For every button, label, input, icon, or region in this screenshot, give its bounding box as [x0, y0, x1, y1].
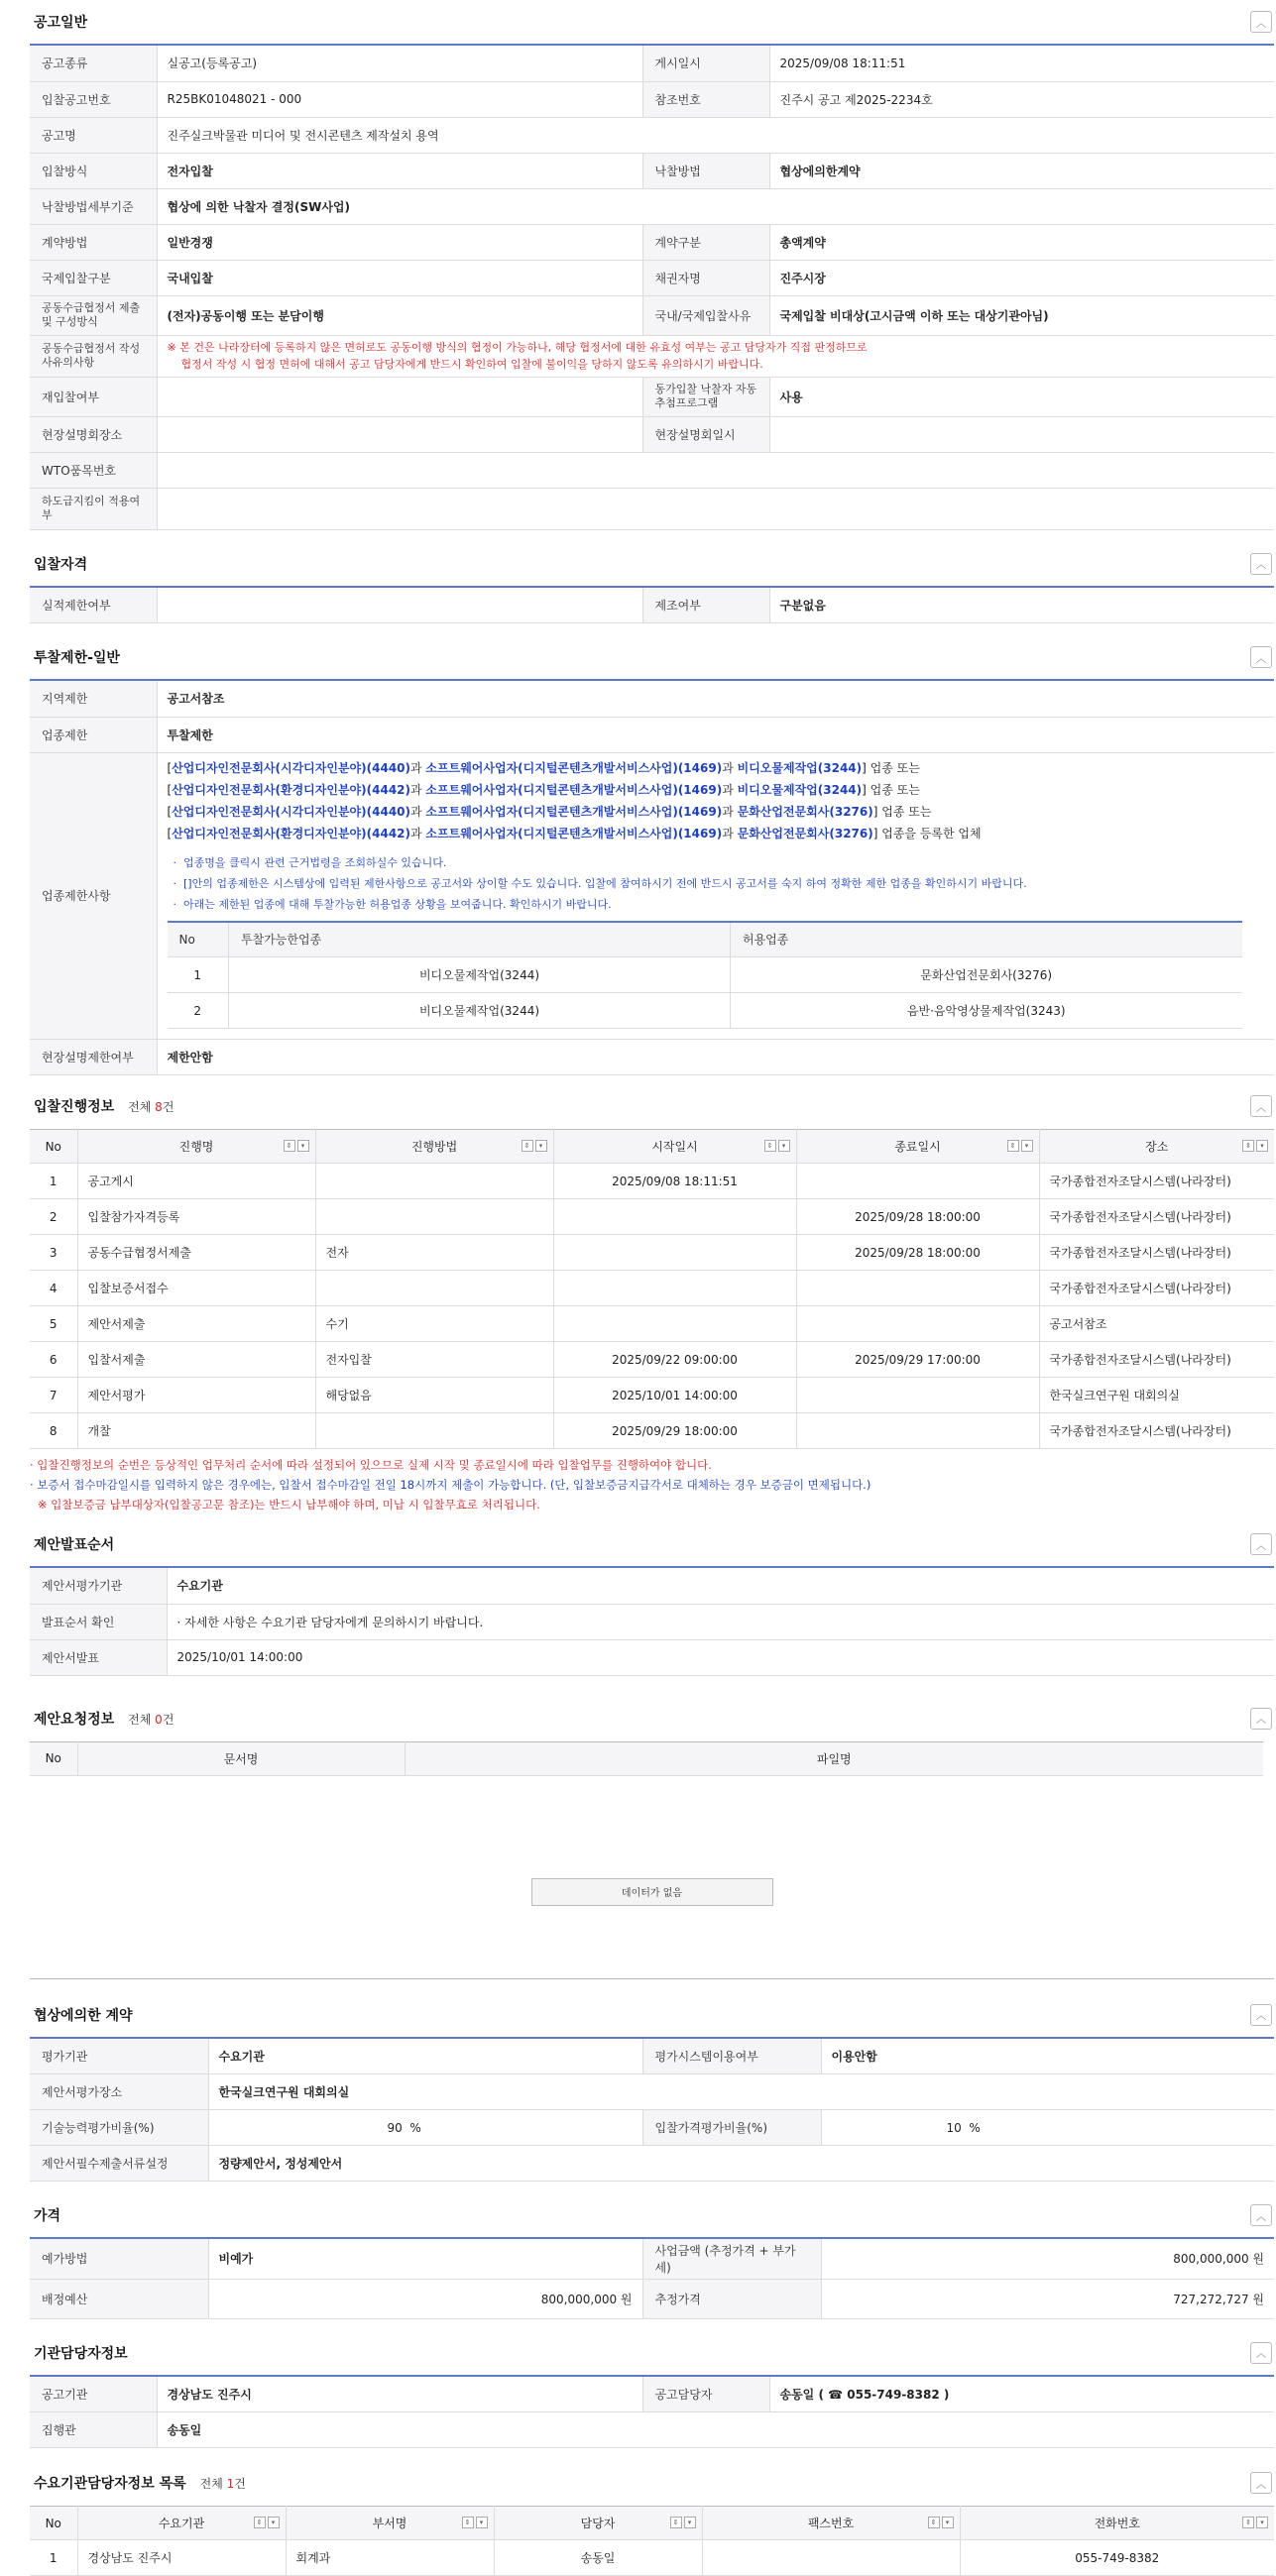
value: 국내입찰: [157, 260, 642, 295]
section-progress: 입찰진행정보 전체 8건 ︿ No 진행명 ⇕ ▾ 진행방법 ⇕ ▾ 시작일시 ⇕ ▾ 종료일시 ⇕ ▾ 장소 ⇕ ▾ 1 공고게시 2025/09/08 18:11:51 국가종합전자조달시스템(나라장터) 2 입찰참가자격등록 2025/09/28 18:00:00 국가종합전자조달시스템(나라장터) 3 공동수급협정서제출 전자 2025/09/28 18:00:00 국가종합전자조달시스템(나라장터) 4 입찰보증서접수 국가종합전자조달시스템(나라장터) 5 제안서제출 수기 공고서참조 6 입찰서제출 전자입찰 2025/09/22 09:00:00 2025/09/29 17:00:00 국가종합전자조달시스템(나라장터) 7 제안서평가 해당없음 2025/10/01 14:00:00 한국실크연구원 대회의실 8 개찰 2025/09/29 18:00:00 국가종합전자조달시스템(나라장터) · 입찰진행정보의 순번은 등상적인 업무처리 순서에 따라 설정되어 있으므로 실제 시작 및 종료일시에 따라 입찰업무를 진행하여야 합니다. · 보증서 접수마감일시를 입력하지 않은 경우에는, 입찰서 접수마감일 전일 18시까지 제출이 가능합니다. (단, 입찰보증금지급각서로 대체하는 경우 보증금이 면제됩니다.) ※ 입찰보증금 납부대상자(입찰공고문 참조)는 반드시 납부해야 하며, 미납 시 입찰무효로 처리됩니다.: [30, 1083, 1274, 1522]
table-cell: [553, 1271, 796, 1306]
table-cell: [796, 1413, 1039, 1449]
value: 송동일 ( ☎ 055-749-8382 ): [769, 2377, 1274, 2412]
section-qualification: [30, 542, 1274, 624]
value: 사용: [769, 377, 1274, 416]
section-title: 제안요청정보: [34, 1711, 115, 1728]
value: 진주시장: [769, 260, 1274, 295]
table-row: [30, 1378, 1274, 1413]
col-header: No: [30, 2507, 77, 2540]
label: 국제입찰구분: [30, 260, 157, 295]
industry-link[interactable]: 산업디자인전문회사(환경디자인분야)(4442): [172, 782, 410, 797]
section-presentation: [30, 1522, 1274, 1676]
col-header: 진행방법 ⇕ ▾: [315, 1130, 553, 1164]
label: 기술능력평가비율(%): [30, 2110, 208, 2146]
industry-link[interactable]: 비디오물제작업(3244): [737, 782, 863, 797]
industry-row: [산업디자인전문회사(시각디자인분야)(4440)과 소프트웨어사업자(디지털콘텐츠개발서비스사업)(1469)과 문화산업전문회사(3276)] 업종 또는: [167, 804, 932, 819]
col-header: No: [168, 922, 229, 957]
note-item: · 아래는 제한된 업종에 대해 투찰가능한 허용업종 상황을 보여줍니다. 확인하시기 바랍니다.: [173, 897, 612, 911]
table-row: 2 비디오물제작업(3244) 음반·음악영상물제작업(3243): [168, 993, 1242, 1029]
section-title: 기관담당자정보: [34, 2345, 128, 2362]
table-cell: 1: [30, 1164, 77, 1199]
note-item: · 업종명을 클릭시 관련 근거법령을 조회하실수 있습니다.: [173, 855, 447, 869]
table-row: [30, 1306, 1274, 1342]
count: 1: [226, 2477, 235, 2491]
section-restriction: [30, 635, 1274, 1075]
notice-text: · 보증서 접수마감일시를 입력하지 않은 경우에는, 입찰서 접수마감일 전일 18시까지 제출이 가능합니다. (단, 입찰보증금지급각서로 대체하는 경우 보증금이 면제됩니다.): [30, 1478, 871, 1492]
col-header: 종료일시 ⇕ ▾: [796, 1130, 1039, 1164]
table-cell: [315, 1413, 553, 1449]
table-cell: 국가종합전자조달시스템(나라장터): [1039, 1199, 1274, 1235]
table-row: [30, 1164, 1274, 1199]
label: 공동수급협정서 작성사유의사항: [30, 335, 157, 377]
sort-icon[interactable]: ⇕ ▾: [1242, 2517, 1268, 2528]
table-cell: 2025/09/29 17:00:00: [796, 1342, 1039, 1378]
value: 800,000,000 원: [821, 2239, 1274, 2279]
industry-list: [168, 757, 1265, 844]
label: 추정가격: [642, 2279, 821, 2318]
table-cell: 2025/09/22 09:00:00: [553, 1342, 796, 1378]
col-header: 시작일시 ⇕ ▾: [553, 1130, 796, 1164]
price-ratio: 10: [946, 2120, 962, 2135]
table-cell: 2025/10/01 14:00:00: [553, 1378, 796, 1413]
value: 총액계약: [769, 224, 1274, 260]
section-demand-contacts: 수요기관담당자정보 목록 전체 1건 ︿ No 수요기관 ⇕ ▾ 부서명 ⇕ ▾ 담당자 ⇕ ▾ 팩스번호 ⇕ ▾ 전화번호 ⇕ ▾ 1 경상남도 진주시 회계과 송동일 055-749-8382: [30, 2460, 1274, 2576]
table-cell: 6: [30, 1342, 77, 1378]
label: 제안서필수제출서류설정: [30, 2146, 208, 2182]
section-title: 제안발표순서: [34, 1537, 115, 1553]
value: [157, 452, 1274, 488]
label: 국내/국제입찰사유: [642, 295, 769, 335]
value: 진주시 공고 제2025-2234호: [769, 81, 1274, 117]
value: [769, 416, 1274, 452]
value: 2025/10/01 14:00:00: [167, 1639, 1274, 1675]
value: 수요기관: [167, 1568, 1274, 1604]
sort-icon[interactable]: ⇕ ▾: [1007, 1140, 1033, 1152]
bid-number: R25BK01048021 - 000: [157, 81, 642, 117]
collapse-icon[interactable]: ︿: [1250, 2204, 1272, 2226]
table-cell: [796, 1378, 1039, 1413]
joint-note: ※ 본 건은 나라장터에 등록하지 않은 면허로도 공동이행 방식의 협정이 가능하나, 해당 협정서에 대한 유효성 여부는 공고 담당자가 직접 판정하므로: [167, 341, 868, 354]
value: 2025/09/08 18:11:51: [769, 46, 1274, 81]
label: 하도급지킴이 적용여부: [30, 488, 157, 529]
label: 사업금액 (추정가격 + 부가세): [642, 2239, 821, 2279]
col-header: 문서명: [77, 1741, 405, 1775]
value: · 자세한 사항은 수요기관 담당자에게 문의하시기 바랍니다.: [167, 1604, 1274, 1639]
value: [157, 488, 1274, 529]
label: 동가입찰 낙찰자 자동추첨프로그램: [642, 377, 769, 416]
label: 업종제한: [30, 717, 157, 752]
value: 800,000,000 원: [208, 2279, 642, 2318]
value: 한국실크연구원 대회의실: [208, 2074, 1274, 2110]
col-header: 담당자 ⇕ ▾: [494, 2507, 702, 2540]
section-price: [30, 2193, 1274, 2319]
label: 공동수급협정서 제출 및 구성방식: [30, 295, 157, 335]
section-title: 투찰제한-일반: [34, 650, 120, 666]
label: 평가기관: [30, 2039, 208, 2074]
value: 송동일: [157, 2412, 1274, 2448]
col-header: No: [30, 1741, 77, 1775]
table-cell: 경상남도 진주시: [77, 2540, 286, 2576]
label: 집행관: [30, 2412, 157, 2448]
label: 낙찰방법세부기준: [30, 188, 157, 224]
industry-link[interactable]: 소프트웨어사업자(디지털콘텐츠개발서비스사업)(1469): [425, 760, 723, 775]
value: 협상에의한계약: [769, 153, 1274, 188]
label: 평가시스템이용여부: [642, 2039, 821, 2074]
note-item: · []안의 업종제한은 시스템상에 입력된 제한사항으로 공고서와 상이할 수도 있습니다. 입찰에 참여하시기 전에 반드시 공고서를 숙지 하여 정확한 제한 업종을 확인하시기 바랍니다.: [173, 876, 1027, 890]
section-title: 수요기관담당자정보 목록: [34, 2476, 186, 2492]
table-cell: 입찰참가자격등록: [77, 1199, 315, 1235]
section-general: [30, 0, 1274, 530]
table-cell: 제안서평가: [77, 1378, 315, 1413]
table-cell: 1: [30, 2540, 77, 2576]
label: 참조번호: [642, 81, 769, 117]
notice-title: 진주실크박물관 미디어 및 전시콘텐츠 제작설치 용역: [157, 117, 1274, 153]
col-header: 팩스번호 ⇕ ▾: [702, 2507, 960, 2540]
col-header: No: [30, 1130, 77, 1164]
col-header: 허용업종: [731, 922, 1242, 957]
col-header: 진행명 ⇕ ▾: [77, 1130, 315, 1164]
label: 배정예산: [30, 2279, 208, 2318]
label: 공고기관: [30, 2377, 157, 2412]
industry-link[interactable]: 소프트웨어사업자(디지털콘텐츠개발서비스사업)(1469): [425, 782, 723, 797]
value: 정량제안서, 정성제안서: [208, 2146, 1274, 2182]
count: 8: [155, 1100, 163, 1114]
table-cell: 2: [30, 1199, 77, 1235]
label: 제안서평가장소: [30, 2074, 208, 2110]
table-cell: 수기: [315, 1306, 553, 1342]
joint-note: 협정서 작성 시 협정 면허에 대해서 공고 담당자에게 반드시 확인하여 입찰에 불이익을 당하지 않도록 유의하시기 바랍니다.: [180, 358, 763, 371]
label: 재입찰여부: [30, 377, 157, 416]
industry-link[interactable]: 소프트웨어사업자(디지털콘텐츠개발서비스사업)(1469): [425, 826, 723, 840]
table-cell: 055-749-8382: [960, 2540, 1274, 2576]
no-data-message: 데이터가 없음: [531, 1878, 773, 1906]
table-cell: 입찰서제출: [77, 1342, 315, 1378]
notice-text: ※ 입찰보증금 납부대상자(입찰공고문 참조)는 반드시 납부해야 하며, 미납 시 입찰무효로 처리됩니다.: [38, 1498, 540, 1512]
table-cell: 국가종합전자조달시스템(나라장터): [1039, 1235, 1274, 1271]
col-header: 파일명: [405, 1741, 1263, 1775]
label: 예가방법: [30, 2239, 208, 2279]
industry-link[interactable]: 문화산업전문회사(3276): [737, 826, 873, 840]
table-cell: 전자: [315, 1235, 553, 1271]
label: 계약구분: [642, 224, 769, 260]
industry-row: [산업디자인전문회사(시각디자인분야)(4440)과 소프트웨어사업자(디지털콘텐츠개발서비스사업)(1469)과 비디오물제작업(3244)] 업종 또는: [167, 760, 920, 775]
table-row: [30, 1413, 1274, 1449]
collapse-icon[interactable]: ︿: [1250, 1533, 1272, 1555]
table-cell: 2025/09/28 18:00:00: [796, 1235, 1039, 1271]
sort-icon[interactable]: ⇕ ▾: [670, 2517, 696, 2528]
label: 현장설명회장소: [30, 416, 157, 452]
value: 공고서참조: [157, 681, 1274, 717]
section-title: 입찰자격: [34, 556, 88, 573]
table-cell: 7: [30, 1378, 77, 1413]
collapse-icon[interactable]: ︿: [1250, 1708, 1272, 1730]
value: 실공고(등록공고): [157, 46, 642, 81]
table-cell: 국가종합전자조달시스템(나라장터): [1039, 1413, 1274, 1449]
value: 전자입찰: [157, 153, 642, 188]
section-title: 협상에의한 계약: [34, 2007, 133, 2024]
label: 채권자명: [642, 260, 769, 295]
table-cell: 공고게시: [77, 1164, 315, 1199]
label: 제안서발표: [30, 1639, 167, 1675]
count: 0: [155, 1712, 163, 1727]
general-table: [30, 46, 1274, 530]
sort-icon[interactable]: ⇕ ▾: [764, 1140, 790, 1152]
table-cell: [553, 1306, 796, 1342]
value: 727,272,727 원: [821, 2279, 1274, 2318]
collapse-icon[interactable]: ︿: [1250, 2472, 1272, 2494]
table-cell: 제안서제출: [77, 1306, 315, 1342]
table-cell: 8: [30, 1413, 77, 1449]
label: 업종제한사항: [30, 752, 157, 1040]
table-cell: [553, 1235, 796, 1271]
industry-link[interactable]: 산업디자인전문회사(시각디자인분야)(4440): [172, 804, 410, 819]
collapse-icon[interactable]: ︿: [1250, 553, 1272, 575]
sort-icon[interactable]: ⇕ ▾: [462, 2517, 488, 2528]
table-cell: 2025/09/28 18:00:00: [796, 1199, 1039, 1235]
label: 지역제한: [30, 681, 157, 717]
value: [157, 377, 642, 416]
table-cell: [553, 1199, 796, 1235]
industry-link[interactable]: 산업디자인전문회사(시각디자인분야)(4440): [172, 760, 410, 775]
table-cell: [796, 1306, 1039, 1342]
sort-icon[interactable]: ⇕ ▾: [284, 1140, 309, 1152]
value: 비예가: [208, 2239, 642, 2279]
table-cell: 국가종합전자조달시스템(나라장터): [1039, 1164, 1274, 1199]
value: 경상남도 진주시: [157, 2377, 642, 2412]
label: 제조여부: [642, 588, 769, 623]
table-row: [30, 1271, 1274, 1306]
col-header: 부서명 ⇕ ▾: [286, 2507, 494, 2540]
section-negotiation: 협상에의한 계약 ︿ 평가기관 수요기관 평가시스템이용여부 이용안함 제안서평가장소 한국실크연구원 대회의실 기술능력평가비율(%) 90 % 입찰가격평가비율(%) 10 % 제안서필수제출서류설정 정량제안서, 정성제안서: [30, 1993, 1274, 2183]
label: 현장설명회일시: [642, 416, 769, 452]
value: 협상에 의한 낙찰자 결정(SW사업): [157, 188, 1274, 224]
label: 낙찰방법: [642, 153, 769, 188]
col-header: 장소 ⇕ ▾: [1039, 1130, 1274, 1164]
industry-link[interactable]: 산업디자인전문회사(환경디자인분야)(4442): [172, 826, 410, 840]
demand-contacts-table: [30, 2506, 1274, 2576]
collapse-icon[interactable]: ︿: [1250, 646, 1272, 668]
value: 제한안함: [157, 1040, 1274, 1075]
industry-link[interactable]: 문화산업전문회사(3276): [737, 804, 873, 819]
table-cell: 국가종합전자조달시스템(나라장터): [1039, 1271, 1274, 1306]
value: [157, 588, 642, 623]
table-cell: 4: [30, 1271, 77, 1306]
collapse-icon[interactable]: ︿: [1250, 1095, 1272, 1117]
sort-icon[interactable]: ⇕ ▾: [1242, 1140, 1268, 1152]
table-cell: [796, 1164, 1039, 1199]
value: 수요기관: [208, 2039, 642, 2074]
label: 발표순서 확인: [30, 1604, 167, 1639]
table-row: [30, 1235, 1274, 1271]
table-row: [30, 2540, 1274, 2576]
label: 입찰가격평가비율(%): [642, 2110, 821, 2146]
value: 이용안함: [821, 2039, 1274, 2074]
table-row: 1 비디오물제작업(3244) 문화산업전문회사(3276): [168, 957, 1242, 993]
table-cell: 2025/09/08 18:11:51: [553, 1164, 796, 1199]
progress-table: [30, 1129, 1274, 1449]
industry-link[interactable]: 비디오물제작업(3244): [737, 760, 863, 775]
table-cell: 한국실크연구원 대회의실: [1039, 1378, 1274, 1413]
table-cell: 해당없음: [315, 1378, 553, 1413]
table-cell: [315, 1271, 553, 1306]
label: 현장설명제한여부: [30, 1040, 157, 1075]
table-cell: 회계과: [286, 2540, 494, 2576]
sort-icon[interactable]: ⇕ ▾: [928, 2517, 954, 2528]
value: 투찰제한: [157, 717, 1274, 752]
label: 실적제한여부: [30, 588, 157, 623]
section-title: 입찰진행정보: [34, 1099, 115, 1115]
notice-text: · 입찰진행정보의 순번은 등상적인 업무처리 순서에 따라 설정되어 있으므로 실제 시작 및 종료일시에 따라 입찰업무를 진행하여야 합니다.: [30, 1458, 712, 1472]
value: [157, 416, 642, 452]
industry-row: [산업디자인전문회사(환경디자인분야)(4442)과 소프트웨어사업자(디지털콘텐츠개발서비스사업)(1469)과 비디오물제작업(3244)] 업종 또는: [167, 782, 920, 797]
sort-icon[interactable]: ⇕ ▾: [522, 1140, 547, 1152]
section-title: 가격: [34, 2208, 61, 2224]
table-cell: [315, 1199, 553, 1235]
table-cell: 공고서참조: [1039, 1306, 1274, 1342]
table-cell: 3: [30, 1235, 77, 1271]
label: 공고명: [30, 117, 157, 153]
tech-ratio: 90: [387, 2120, 403, 2135]
col-header: 투찰가능한업종: [229, 922, 731, 957]
table-cell: 5: [30, 1306, 77, 1342]
section-title: 공고일반: [34, 15, 88, 31]
table-cell: 국가종합전자조달시스템(나라장터): [1039, 1342, 1274, 1378]
table-cell: 입찰보증서접수: [77, 1271, 315, 1306]
label: 게시일시: [642, 46, 769, 81]
label: WTO품목번호: [30, 452, 157, 488]
table-cell: 전자입찰: [315, 1342, 553, 1378]
value: 일반경쟁: [157, 224, 642, 260]
value: (전자)공동이행 또는 분담이행: [157, 295, 642, 335]
table-cell: 공동수급협정서제출: [77, 1235, 315, 1271]
table-cell: 송동일: [494, 2540, 702, 2576]
table-cell: [315, 1164, 553, 1199]
col-header: 전화번호 ⇕ ▾: [960, 2507, 1274, 2540]
collapse-icon[interactable]: ︿: [1250, 11, 1272, 33]
allowed-industry-table: [168, 921, 1242, 1030]
label: 공고종류: [30, 46, 157, 81]
table-cell: [796, 1271, 1039, 1306]
label: 공고담당자: [642, 2377, 769, 2412]
label: 입찰방식: [30, 153, 157, 188]
table-row: [30, 1199, 1274, 1235]
section-rfp: 제안요청정보 전체 0건 ︿ No 문서명 파일명 데이터가 없음: [30, 1696, 1274, 1979]
table-cell: [702, 2540, 960, 2576]
industry-link[interactable]: 소프트웨어사업자(디지털콘텐츠개발서비스사업)(1469): [425, 804, 723, 819]
label: 제안서평가기관: [30, 1568, 167, 1604]
label: 계약방법: [30, 224, 157, 260]
table-cell: 2025/09/29 18:00:00: [553, 1413, 796, 1449]
collapse-icon[interactable]: ︿: [1250, 2342, 1272, 2364]
section-contact: [30, 2331, 1274, 2449]
collapse-icon[interactable]: ︿: [1250, 2004, 1272, 2026]
value: 구분없음: [769, 588, 1274, 623]
sort-icon[interactable]: ⇕ ▾: [254, 2517, 280, 2528]
industry-row: [산업디자인전문회사(환경디자인분야)(4442)과 소프트웨어사업자(디지털콘텐츠개발서비스사업)(1469)과 문화산업전문회사(3276)] 업종을 등록한 업체: [167, 826, 982, 840]
table-cell: 개찰: [77, 1413, 315, 1449]
col-header: 수요기관 ⇕ ▾: [77, 2507, 286, 2540]
label: 입찰공고번호: [30, 81, 157, 117]
table-row: [30, 1342, 1274, 1378]
value: 국제입찰 비대상(고시금액 이하 또는 대상기관아님): [769, 295, 1274, 335]
